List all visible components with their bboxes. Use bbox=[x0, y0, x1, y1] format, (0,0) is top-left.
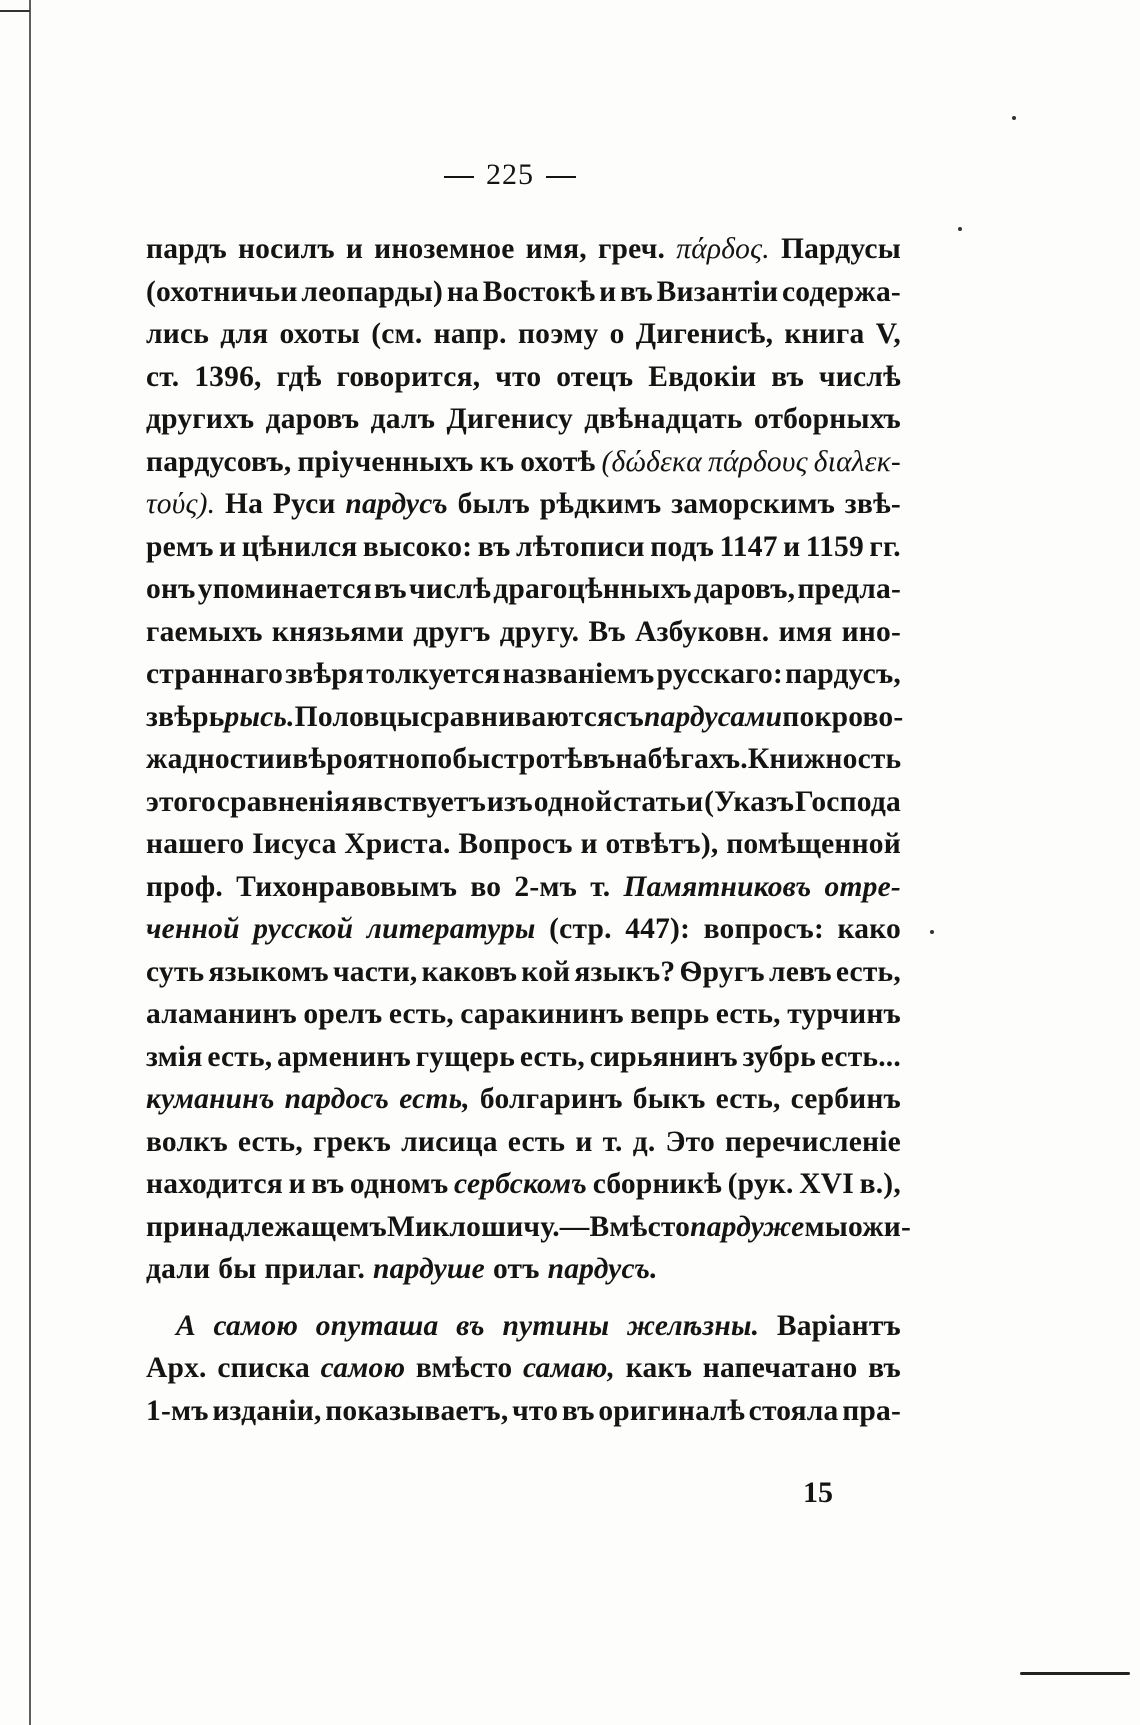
word: въ bbox=[771, 360, 805, 393]
word: нашего bbox=[146, 828, 245, 860]
word: во bbox=[470, 870, 502, 903]
word: другихъ bbox=[146, 403, 255, 435]
word: сербскомъ bbox=[454, 1168, 588, 1200]
word: греч. bbox=[597, 233, 666, 265]
word: литературы bbox=[366, 913, 536, 945]
word: звѣрь bbox=[146, 700, 225, 733]
word: лисица bbox=[401, 1125, 498, 1158]
word: (см. bbox=[371, 318, 423, 350]
word: суть bbox=[146, 955, 205, 988]
word: есть, bbox=[399, 1083, 470, 1115]
word: самаю, bbox=[522, 1352, 616, 1384]
word: языкъ? bbox=[574, 955, 676, 988]
word: русской bbox=[253, 913, 354, 945]
word: саракининъ bbox=[460, 998, 624, 1030]
word: орелъ bbox=[303, 998, 383, 1030]
word: (δώδεκα bbox=[601, 445, 702, 478]
word: о bbox=[609, 318, 625, 350]
word: звѣря bbox=[285, 658, 365, 690]
word: списка bbox=[217, 1352, 310, 1384]
page-number-header bbox=[0, 158, 1080, 192]
text-line bbox=[146, 271, 901, 314]
word: есть, bbox=[207, 1040, 273, 1073]
word: напечатано bbox=[702, 1352, 858, 1384]
text-line bbox=[146, 908, 901, 951]
word: цѣнился bbox=[241, 530, 358, 563]
word: ст. bbox=[146, 360, 180, 393]
word: дали bbox=[146, 1253, 211, 1285]
word: (охотничьи bbox=[146, 275, 298, 308]
text-line bbox=[146, 228, 901, 271]
word: этого bbox=[146, 785, 217, 818]
word: охотѣ bbox=[520, 445, 596, 478]
word: πάρδους bbox=[707, 445, 808, 478]
word: быстротѣ bbox=[452, 743, 583, 775]
word: быкъ bbox=[632, 1083, 706, 1115]
word: путины bbox=[502, 1309, 610, 1342]
word: и bbox=[288, 1168, 306, 1200]
word: изъ bbox=[486, 785, 533, 818]
word: болгаринъ bbox=[479, 1083, 623, 1115]
word: бы bbox=[218, 1253, 257, 1285]
word: звѣ- bbox=[844, 488, 901, 520]
word: есть, bbox=[388, 998, 454, 1030]
word: арменинъ bbox=[277, 1040, 411, 1073]
text-line bbox=[146, 738, 901, 781]
text-line bbox=[146, 823, 901, 866]
word: Половцы bbox=[294, 700, 420, 733]
word: Востокѣ bbox=[482, 275, 596, 308]
text-line bbox=[146, 483, 901, 526]
word: драгоцѣнныхъ bbox=[493, 573, 692, 605]
word: жадности bbox=[146, 743, 275, 775]
word: рысь. bbox=[224, 700, 295, 733]
word: (стр. bbox=[549, 913, 612, 945]
word: и bbox=[783, 530, 801, 563]
word: 1159 bbox=[805, 530, 864, 563]
text-line bbox=[146, 398, 901, 441]
signature-mark: 15 bbox=[803, 1476, 833, 1509]
word: т. bbox=[590, 870, 611, 903]
word: въ bbox=[561, 1394, 595, 1427]
word: вепрь bbox=[630, 998, 710, 1030]
word: τούς). bbox=[146, 488, 216, 520]
word: Это bbox=[665, 1125, 715, 1158]
word: волкъ bbox=[146, 1125, 228, 1158]
word: διαλεκ- bbox=[813, 445, 901, 478]
word: сборникѣ bbox=[592, 1168, 722, 1200]
word: одномъ bbox=[349, 1168, 449, 1200]
word: каковъ bbox=[421, 955, 518, 988]
word: въ bbox=[582, 743, 616, 775]
word: охоты bbox=[279, 318, 361, 350]
word: Господа bbox=[794, 785, 901, 818]
text-line bbox=[146, 1078, 901, 1121]
word: отецъ bbox=[556, 360, 634, 393]
word: 1396, bbox=[194, 360, 262, 393]
word: Евдокіи bbox=[648, 360, 757, 393]
word: былъ bbox=[457, 488, 530, 520]
word: части, bbox=[332, 955, 418, 988]
word: 447): bbox=[625, 913, 691, 945]
word: пардъ bbox=[146, 233, 227, 265]
word: высоко: bbox=[362, 530, 473, 563]
word: леопарды) bbox=[301, 275, 444, 308]
word: даровъ, bbox=[693, 573, 796, 605]
word: ино- bbox=[841, 615, 901, 648]
word: онъ bbox=[146, 573, 196, 605]
word: другу. bbox=[499, 615, 580, 648]
word: А bbox=[176, 1309, 196, 1342]
word: опуташа bbox=[315, 1309, 439, 1342]
word: мы bbox=[804, 1210, 848, 1243]
word: вопросъ: bbox=[703, 913, 824, 945]
word: гаемыхъ bbox=[146, 615, 263, 648]
text-line bbox=[146, 993, 901, 1036]
word: оригиналѣ bbox=[598, 1394, 745, 1427]
word: сирьянинъ bbox=[589, 1040, 738, 1073]
word: отъ bbox=[492, 1253, 540, 1285]
word: на bbox=[446, 275, 480, 308]
word: отвѣтъ), bbox=[605, 828, 719, 860]
text-line bbox=[146, 1121, 901, 1164]
word: книга bbox=[784, 318, 865, 350]
word: гг. bbox=[869, 530, 901, 563]
word: аламанинъ bbox=[146, 998, 297, 1030]
word: грекъ bbox=[312, 1125, 392, 1158]
word: языкомъ bbox=[208, 955, 329, 988]
word: подъ bbox=[650, 530, 715, 563]
word: Руси bbox=[272, 488, 336, 520]
word: числѣ bbox=[409, 573, 492, 605]
scan-speck bbox=[958, 227, 962, 231]
word: Тихонравовымъ bbox=[236, 870, 458, 903]
word: (Указъ bbox=[704, 785, 795, 818]
word: стояла bbox=[748, 1394, 839, 1427]
word: есть, bbox=[715, 1083, 781, 1115]
word: левъ bbox=[768, 955, 832, 988]
word: 1147 bbox=[719, 530, 778, 563]
scan-speck bbox=[1012, 116, 1016, 120]
word: желѣзны. bbox=[626, 1309, 760, 1342]
word: Арх. bbox=[146, 1352, 207, 1384]
word: что bbox=[495, 360, 542, 393]
word: статьи bbox=[613, 785, 704, 818]
word: самою bbox=[213, 1309, 299, 1342]
word: XVI bbox=[799, 1168, 854, 1200]
word: въ bbox=[477, 530, 511, 563]
word: по bbox=[420, 743, 453, 775]
word: для bbox=[220, 318, 269, 350]
word: т. bbox=[602, 1125, 623, 1158]
word: одной bbox=[533, 785, 613, 818]
word: числѣ bbox=[818, 360, 901, 393]
word: сравненія bbox=[216, 785, 351, 818]
word: къ bbox=[479, 445, 515, 478]
word: съ bbox=[613, 700, 644, 733]
word: гдѣ bbox=[276, 360, 322, 393]
word: страннаго bbox=[146, 658, 284, 690]
word: и bbox=[275, 743, 293, 775]
text-line bbox=[146, 1305, 901, 1348]
word: 1-мъ bbox=[146, 1394, 209, 1427]
word: и bbox=[345, 233, 364, 265]
word: Варіантъ bbox=[776, 1309, 901, 1342]
word: пардусъ bbox=[345, 488, 448, 520]
text-line bbox=[146, 951, 901, 994]
word: (рук. bbox=[727, 1168, 794, 1200]
word: пріученныхъ bbox=[297, 445, 474, 478]
text-line bbox=[146, 781, 901, 824]
word: пардуже bbox=[690, 1210, 805, 1243]
word: πάρδος. bbox=[676, 233, 770, 265]
word: имя bbox=[778, 615, 833, 648]
word: зубрь bbox=[742, 1040, 816, 1073]
body-text bbox=[146, 228, 912, 1432]
word: 2-мъ bbox=[514, 870, 578, 903]
word: Византіи bbox=[656, 275, 779, 308]
page-left-edge bbox=[29, 0, 31, 1725]
word: напр. bbox=[433, 318, 507, 350]
word: показываетъ, bbox=[325, 1394, 509, 1427]
word: принадлежащемъ bbox=[146, 1210, 387, 1243]
word: перечисленіе bbox=[725, 1125, 901, 1158]
page-number: 225 bbox=[486, 158, 534, 191]
word: ремъ bbox=[146, 530, 214, 563]
word: есть, bbox=[237, 1125, 303, 1158]
word: толкуется bbox=[366, 658, 501, 690]
word: въ bbox=[868, 1352, 901, 1384]
word: сравниваются bbox=[419, 700, 614, 733]
dash-left bbox=[444, 176, 474, 178]
word: пардусъ, bbox=[785, 658, 901, 690]
text-line bbox=[146, 313, 901, 356]
text-line bbox=[146, 1036, 901, 1079]
text-line bbox=[146, 441, 901, 484]
word: турчинъ bbox=[787, 998, 901, 1030]
word: крово- bbox=[814, 700, 904, 733]
word: и bbox=[599, 275, 617, 308]
word: поэму bbox=[517, 318, 599, 350]
word: въ bbox=[311, 1168, 345, 1200]
word: набѣгахъ. bbox=[615, 743, 748, 775]
word: заморскимъ bbox=[671, 488, 836, 520]
paragraph-gap bbox=[146, 1291, 901, 1305]
word: пардусъ. bbox=[547, 1253, 658, 1285]
page-top-mark bbox=[0, 10, 30, 12]
word: змія bbox=[146, 1040, 203, 1073]
word: и bbox=[575, 1125, 593, 1158]
text-line bbox=[146, 696, 904, 739]
word: изданіи, bbox=[212, 1394, 322, 1427]
word: лѣтописи bbox=[515, 530, 645, 563]
word: отре- bbox=[824, 870, 901, 903]
word: и bbox=[219, 530, 237, 563]
word: есть bbox=[507, 1125, 566, 1158]
text-line bbox=[146, 568, 901, 611]
word: предла- bbox=[797, 573, 901, 605]
word: что bbox=[512, 1394, 559, 1427]
scan-speck bbox=[930, 930, 934, 934]
word: отборныхъ bbox=[753, 403, 901, 435]
word: сербинъ bbox=[790, 1083, 901, 1115]
text-line bbox=[146, 653, 901, 696]
word: есть... bbox=[820, 1040, 901, 1073]
word: есть, bbox=[519, 1040, 585, 1073]
word: пардуше bbox=[373, 1253, 485, 1285]
word: ченной bbox=[146, 913, 240, 945]
word: въ bbox=[620, 275, 653, 308]
word: имя, bbox=[525, 233, 587, 265]
word: Памятниковъ bbox=[623, 870, 812, 903]
text-line bbox=[146, 611, 901, 654]
word: Пардусы bbox=[780, 233, 901, 265]
word: Миклошичу.—Вмѣсто bbox=[386, 1210, 691, 1243]
word: названіемъ bbox=[502, 658, 655, 690]
word: въ bbox=[374, 573, 407, 605]
word: есть, bbox=[835, 955, 901, 988]
word: рѣдкимъ bbox=[539, 488, 662, 520]
word: самою bbox=[320, 1352, 406, 1384]
word: Вопросъ bbox=[458, 828, 573, 860]
word: пардусовъ, bbox=[146, 445, 292, 478]
word: носилъ bbox=[237, 233, 335, 265]
word: въ bbox=[456, 1309, 485, 1342]
text-line bbox=[146, 1390, 901, 1433]
word: и bbox=[580, 828, 598, 860]
word: упоминается bbox=[197, 573, 372, 605]
text-line bbox=[146, 1163, 901, 1206]
word: V, bbox=[875, 318, 901, 350]
word: проф. bbox=[146, 870, 223, 903]
word: содержа- bbox=[781, 275, 901, 308]
word: помѣщенной bbox=[726, 828, 901, 860]
word: далъ bbox=[370, 403, 436, 435]
word: Въ bbox=[588, 615, 626, 648]
word: гущерь bbox=[415, 1040, 516, 1073]
word: пардусами bbox=[643, 700, 783, 733]
text-line bbox=[146, 1347, 901, 1390]
word: русскаго: bbox=[656, 658, 783, 690]
word: пардосъ bbox=[284, 1083, 390, 1115]
text-line bbox=[146, 526, 901, 569]
word: Книжность bbox=[747, 743, 902, 775]
word: вмѣсто bbox=[415, 1352, 513, 1384]
word: двѣнадцать bbox=[584, 403, 743, 435]
word: На bbox=[224, 488, 264, 520]
dash-right bbox=[546, 176, 576, 178]
word: Дигенисѣ, bbox=[635, 318, 774, 350]
word: говорится, bbox=[336, 360, 481, 393]
word: прилаг. bbox=[264, 1253, 366, 1285]
word: Іисуса bbox=[252, 828, 337, 860]
word: како bbox=[837, 913, 901, 945]
word: находится bbox=[146, 1168, 283, 1200]
page-bottom-mark bbox=[1020, 1672, 1130, 1675]
word: есть, bbox=[715, 998, 781, 1030]
word: другъ bbox=[413, 615, 491, 648]
word: пра- bbox=[842, 1394, 901, 1427]
word: вѣроятно bbox=[292, 743, 421, 775]
word: иноземное bbox=[374, 233, 515, 265]
text-line bbox=[146, 1248, 901, 1291]
text-line bbox=[146, 866, 901, 909]
word: лись bbox=[146, 318, 210, 350]
word: в.), bbox=[859, 1168, 901, 1200]
word: какъ bbox=[625, 1352, 693, 1384]
word: явствуетъ bbox=[350, 785, 486, 818]
word: ожи- bbox=[847, 1210, 912, 1243]
text-line bbox=[146, 356, 901, 399]
word: Ѳругъ bbox=[679, 955, 765, 988]
word: по bbox=[782, 700, 815, 733]
word: Азбуковн. bbox=[635, 615, 770, 648]
word: Дигенису bbox=[446, 403, 573, 435]
word: кой bbox=[521, 955, 571, 988]
word: куманинъ bbox=[146, 1083, 275, 1115]
word: князьями bbox=[271, 615, 404, 648]
text-line bbox=[146, 1206, 912, 1249]
word: Христа. bbox=[344, 828, 451, 860]
word: даровъ bbox=[265, 403, 360, 435]
word: д. bbox=[632, 1125, 656, 1158]
